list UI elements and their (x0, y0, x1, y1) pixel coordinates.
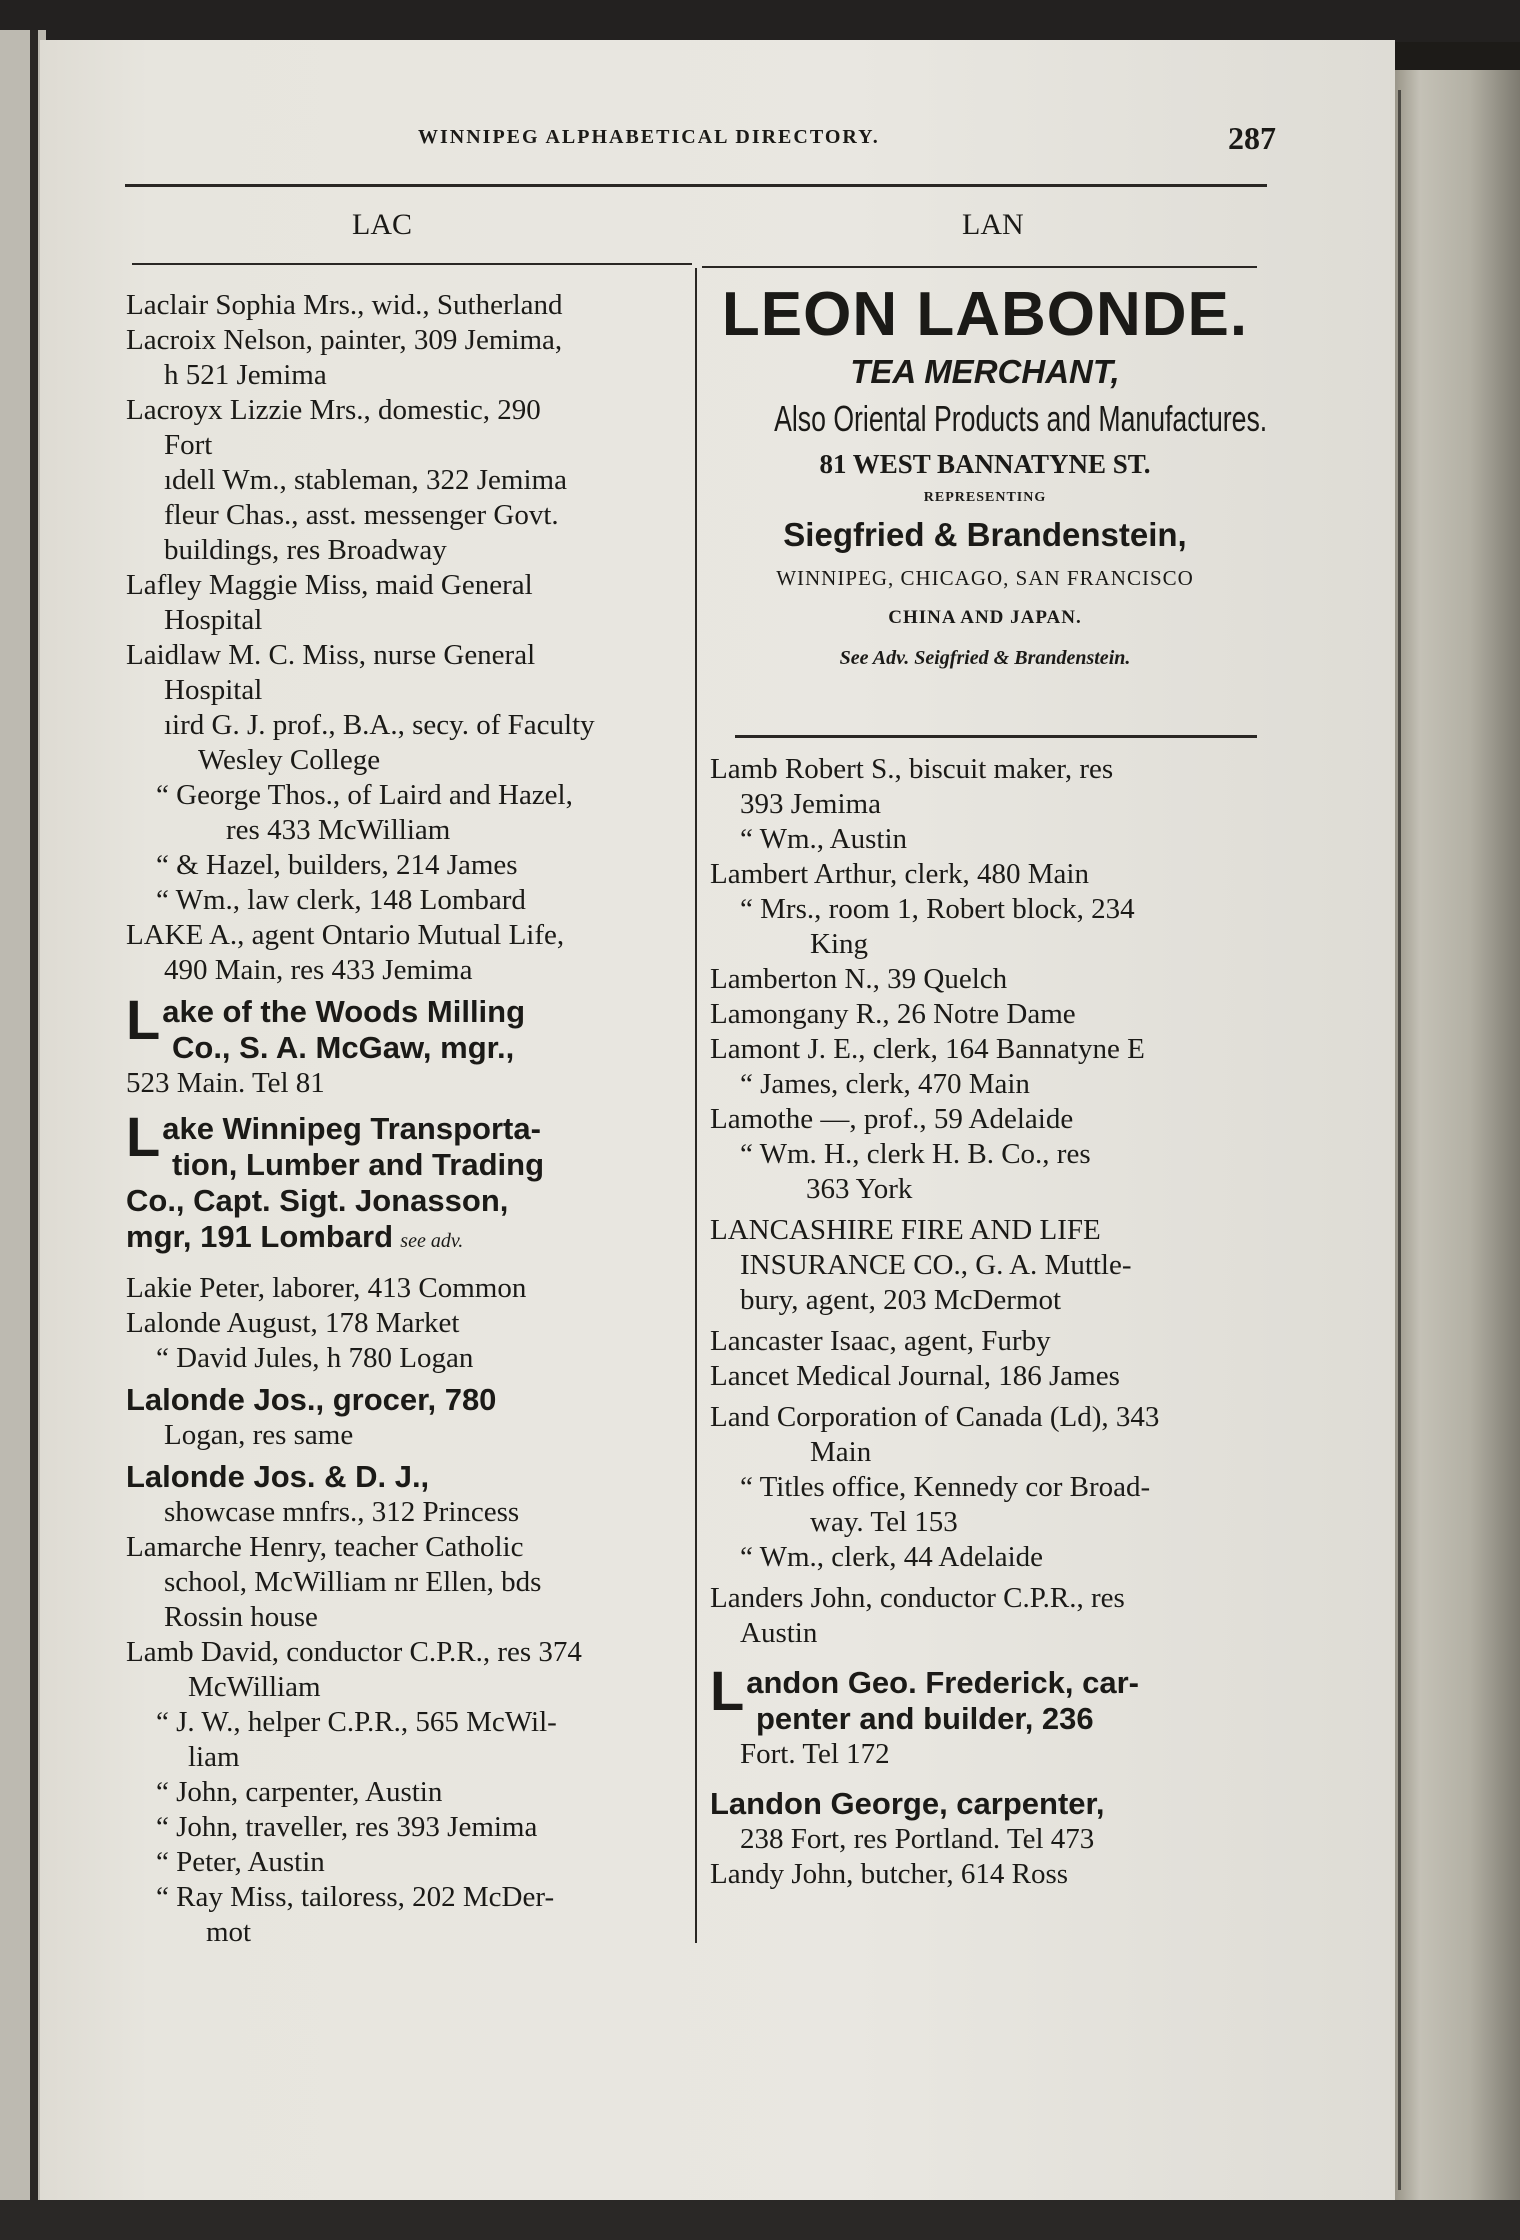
entry-continuation: mot (206, 1916, 252, 1948)
drop-cap: L (710, 1659, 745, 1722)
ditto-entry: “ Wm. H., clerk H. B. Co., res (740, 1138, 1091, 1170)
entry-continuation: bury, agent, 203 McDermot (740, 1284, 1062, 1316)
scan-bottom-border (0, 2200, 1520, 2240)
entry: Lamont J. E., clerk, 164 Bannatyne E (710, 1033, 1145, 1065)
entry: Lamberton N., 39 Quelch (710, 963, 1008, 995)
bold-listing: Lalonde Jos. & D. J., (126, 1459, 430, 1494)
entry: LAKE A., agent Ontario Mutual Life, (126, 919, 565, 951)
bold-listing: L andon Geo. Frederick, car- penter and builder, 236 (710, 1659, 1140, 1736)
entry: Laclair Sophia Mrs., wid., Sutherland (126, 289, 563, 321)
ditto-entry: “ Wm., law clerk, 148 Lombard (156, 884, 526, 916)
entry: ıdell Wm., stableman, 322 Jemima (164, 464, 567, 496)
ditto-entry: “ Wm., Austin (740, 823, 908, 855)
scan-top-border (0, 0, 1520, 42)
entry-continuation: INSURANCE CO., G. A. Muttle- (740, 1249, 1132, 1281)
entry: Landy John, butcher, 614 Ross (710, 1858, 1069, 1890)
entry-continuation: way. Tel 153 (810, 1506, 958, 1538)
ad-cities: WINNIPEG, CHICAGO, SAN FRANCISCO (776, 566, 1194, 590)
page-gutter-shadow (30, 30, 38, 2200)
entry: Lamarche Henry, teacher Catholic (126, 1531, 524, 1563)
page-edge-line (1398, 90, 1401, 2190)
entry-continuation: 363 York (806, 1173, 913, 1205)
entry-continuation: Austin (740, 1617, 818, 1649)
entry: Lacroyx Lizzie Mrs., domestic, 290 (126, 394, 541, 426)
ditto-entry: “ Titles office, Kennedy cor Broad- (740, 1471, 1151, 1503)
entry: Landers John, conductor C.P.R., res (710, 1582, 1125, 1614)
entry-continuation: Fort (164, 429, 213, 461)
entry-continuation: McWilliam (188, 1671, 321, 1703)
ad-trade: TEA MERCHANT, (850, 353, 1120, 390)
ditto-entry: “ David Jules, h 780 Logan (156, 1342, 474, 1374)
entry: Lamb David, conductor C.P.R., res 374 (126, 1636, 582, 1668)
right-column-rule (702, 266, 1257, 268)
entry-continuation: 490 Main, res 433 Jemima (164, 954, 473, 986)
entry-continuation: Main (810, 1436, 872, 1468)
left-column-rule (132, 263, 692, 265)
ditto-entry: “ Peter, Austin (156, 1846, 325, 1878)
ditto-entry: “ John, carpenter, Austin (156, 1776, 443, 1808)
entry: ıird G. J. prof., B.A., secy. of Faculty (164, 709, 595, 741)
right-column (710, 752, 1270, 1892)
drop-cap: L (126, 988, 161, 1051)
advertisement (700, 280, 1270, 678)
entry: Lalonde August, 178 Market (126, 1307, 460, 1339)
right-column-head: LAN (962, 208, 1024, 241)
ad-see-adv: See Adv. Seigfried & Brandenstein. (839, 647, 1131, 669)
entry-continuation: h 521 Jemima (164, 359, 327, 391)
entry-continuation: Rossin house (164, 1601, 318, 1633)
ad-address: 81 WEST BANNATYNE ST. (819, 449, 1151, 479)
ditto-entry: “ John, traveller, res 393 Jemima (156, 1811, 538, 1843)
entry: Lamongany R., 26 Notre Dame (710, 998, 1076, 1030)
page-stack-edge (1395, 70, 1520, 2200)
ditto-entry: “ Wm., clerk, 44 Adelaide (740, 1541, 1044, 1573)
ditto-entry: “ Mrs., room 1, Robert block, 234 (740, 893, 1135, 925)
entry: Lamothe —, prof., 59 Adelaide (710, 1103, 1074, 1135)
bold-listing: L ake Winnipeg Transporta- tion, Lumber and Trading Co., Capt. Sigt. Jonasson, mgr, 191 Lombard see adv. (126, 1105, 544, 1254)
bold-listing: L ake of the Woods Milling Co., S. A. McGaw, mgr., (126, 988, 526, 1065)
entry: Lafley Maggie Miss, maid General (126, 569, 533, 601)
entry: Lamb Robert S., biscuit maker, res (710, 753, 1114, 785)
entry: Land Corporation of Canada (Ld), 343 (710, 1401, 1160, 1433)
ad-name: LEON LABONDE. (721, 280, 1249, 349)
entry: Lancaster Isaac, agent, Furby (710, 1325, 1051, 1357)
entry-continuation: Wesley College (198, 744, 381, 776)
ad-countries: CHINA AND JAPAN. (888, 607, 1082, 628)
ad-bottom-rule (735, 735, 1257, 738)
entry-continuation: 393 Jemima (740, 788, 881, 820)
ad-represented-firm: Siegfried & Brandenstein, (783, 516, 1187, 553)
ditto-entry: “ James, clerk, 470 Main (740, 1068, 1030, 1100)
entry-continuation: Logan, res same (164, 1419, 354, 1451)
see-adv-note: see adv. (400, 1230, 464, 1252)
entry-continuation: Fort. Tel 172 (740, 1738, 890, 1770)
entry: Lacroix Nelson, painter, 309 Jemima, (126, 324, 563, 356)
entry: Lancet Medical Journal, 186 James (710, 1360, 1120, 1392)
entry-continuation: liam (188, 1741, 240, 1773)
entry-continuation: Hospital (164, 674, 263, 706)
entry: fleur Chas., asst. messenger Govt. (164, 499, 559, 531)
column-divider (695, 268, 697, 1943)
bold-listing: Lalonde Jos., grocer, 780 (126, 1382, 497, 1417)
left-column-head: LAC (352, 208, 412, 241)
entry-continuation: res 433 McWilliam (226, 814, 451, 846)
ad-representing: REPRESENTING (923, 490, 1047, 505)
entry: Laidlaw M. C. Miss, nurse General (126, 639, 536, 671)
entry: Lambert Arthur, clerk, 480 Main (710, 858, 1089, 890)
entry-continuation: King (810, 928, 868, 960)
bold-listing: Landon George, carpenter, (710, 1786, 1105, 1821)
running-header: WINNIPEG ALPHABETICAL DIRECTORY. (418, 126, 880, 148)
ditto-entry: “ George Thos., of Laird and Hazel, (156, 779, 573, 811)
entry: Lakie Peter, laborer, 413 Common (126, 1272, 527, 1304)
entry-continuation: 523 Main. Tel 81 (126, 1067, 325, 1099)
entry-continuation: Hospital (164, 604, 263, 636)
left-column (126, 288, 686, 1950)
entry-continuation: school, McWilliam nr Ellen, bds (164, 1566, 542, 1598)
entry-continuation: showcase mnfrs., 312 Princess (164, 1496, 520, 1528)
ditto-entry: “ Ray Miss, tailoress, 202 McDer- (156, 1881, 555, 1913)
page-number: 287 (1228, 120, 1276, 156)
entry-continuation: 238 Fort, res Portland. Tel 473 (740, 1823, 1095, 1855)
header-rule (125, 184, 1267, 187)
drop-cap: L (126, 1105, 161, 1168)
ditto-entry: “ J. W., helper C.P.R., 565 McWil- (156, 1706, 557, 1738)
entry-continuation: buildings, res Broadway (164, 534, 447, 566)
ditto-entry: “ & Hazel, builders, 214 James (156, 849, 518, 881)
ad-products: Also Oriental Products and Manufactures. (774, 398, 1268, 439)
entry: LANCASHIRE FIRE AND LIFE (710, 1214, 1101, 1246)
